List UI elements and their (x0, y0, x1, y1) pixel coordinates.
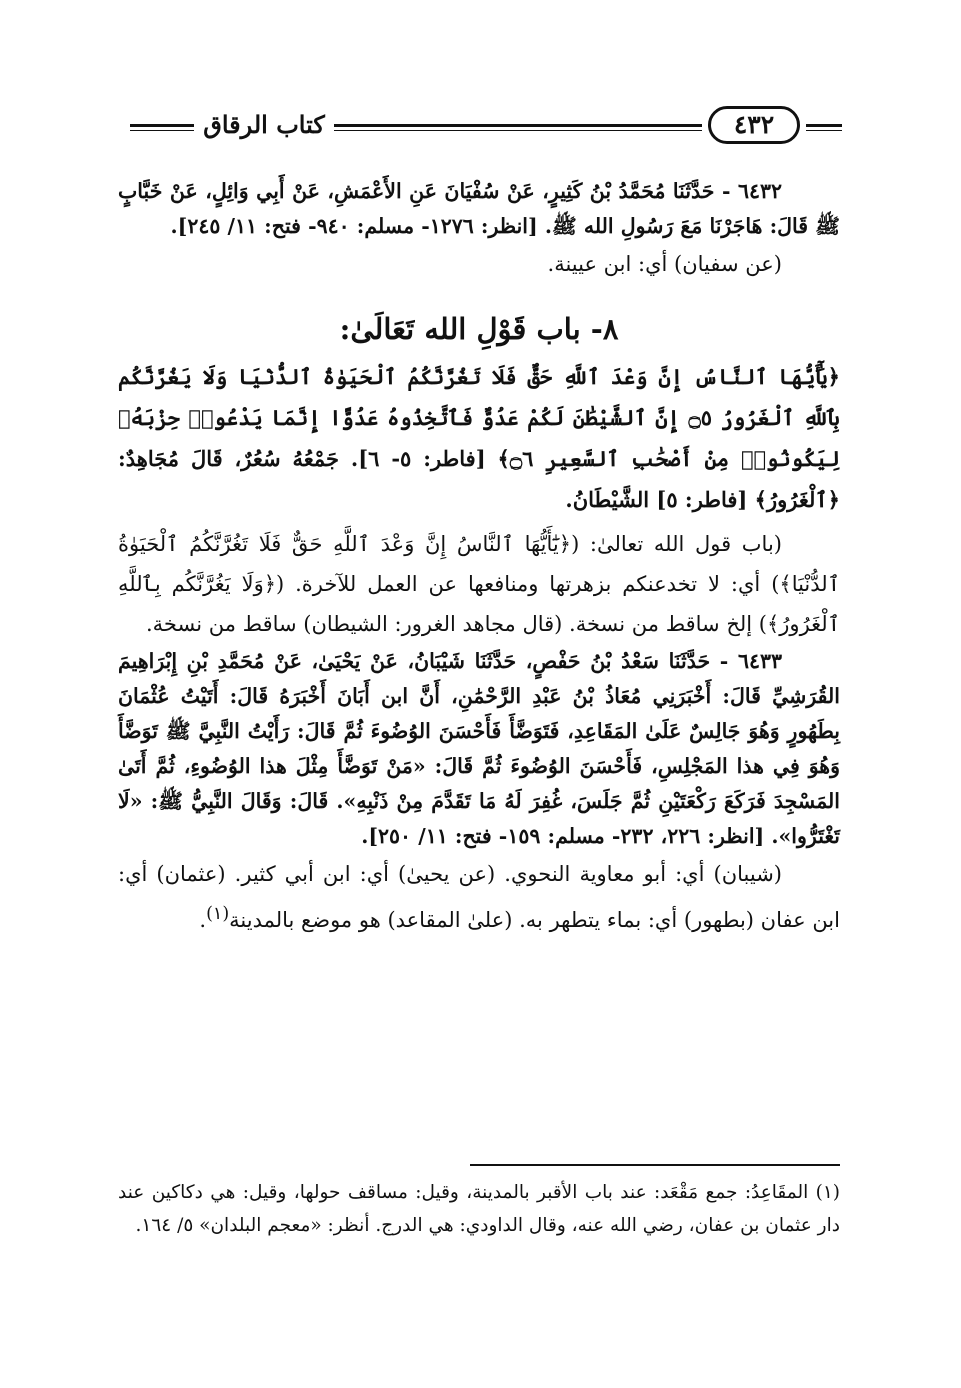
footnote-1: (١) المقَاعِدُ: جمع مَقْعَد: عند باب الأقبر بالمدينة، وقيل: مساقف حولها، وقيل: هي دكاكين عند دار عثمان بن عفان، رضي الله عنه، وقال الداودي: هي الدرج. أنظر: «معجم البلدان» ٥/ ١٦٤. (118, 1182, 840, 1236)
quran-block: ﴿يَٰٓأَيُّهَا ٱلنَّاسُ إِنَّ وَعْدَ ٱللَّهِ حَقٌّ فَلَا تَغُرَّنَّكُمُ ٱلْحَيَوٰةُ ٱلدُّنْيَا وَلَا يَغُرَّنَّكُم بِٱللَّهِ ٱلْغَرُورُ ۝٥ إِنَّ ٱلشَّيْطَٰنَ لَكُمْ عَدُوٌّ فَٱتَّخِذُوهُ عَدُوًّا إِنَّمَا يَدْعُوا۟ حِزْبَهُۥ لِيَكُونُوا۟ مِنْ أَصْحَٰبِ ٱلسَّعِيرِ ۝٦﴾ [فاطر: ٥- ٦]. جَمْعُهُ سُعُرٌ، قَالَ مُجَاهِدٌ: ﴿ٱلْغَرُورُ﴾ [فاطر: ٥] الشَّيْطَانُ. (118, 364, 840, 512)
header-rule-middle (334, 124, 702, 131)
footnote-ref: (١) (206, 904, 230, 924)
book-title: كتاب الرقاق (203, 110, 325, 139)
commentary-sufyan: (عن سفيان) أي: ابن عيينة. (547, 252, 782, 276)
main-text (118, 174, 840, 940)
commentary-bab: (باب قول الله تعالىٰ: (﴿يَٰٓأَيُّهَا ٱلنَّاسُ إِنَّ وَعْدَ ٱللَّهِ حَقٌّ فَلَا تَغُرَّنَّكُمُ ٱلْحَيَوٰةُ ٱلدُّنْيَا﴾) أي: لا تخدعنكم بزهرتها ومنافعها عن العمل للآخرة. (﴿وَلَا يَغُرَّنَّكُم بِٱللَّهِ ٱلْغَرُورُ﴾) إلخ ساقط من نسخة. (قال مجاهد الغرور: الشيطان) ساقط من نسخة. (118, 532, 840, 636)
commentary-shayban-end: . (199, 908, 207, 932)
hadith-6433: ٦٤٣٣ - حَدَّثَنَا سَعْدُ بْنُ حَفْصٍ، حَدَّثَنَا شَيْبَانُ، عَنْ يَحْيَىٰ، عَنْ مُحَمَّدِ بْنِ إِبْرَاهِيمَ القُرَشِيِّ قَالَ: أَخْبَرَنِي مُعَاذُ بْنُ عَبْدِ الرَّحْمَٰنِ، أَنَّ ابن أَبَانَ أَخْبَرَهُ قَالَ: أَتَيْتُ عُثْمَانَ بِطَهُورٍ وَهُوَ جَالِسٌ عَلَىٰ المَقَاعِدِ، فَتَوَضَّأَ فَأَحْسَنَ الوُضُوءَ ثُمَّ قَالَ: رَأَيْتُ النَّبِيَّ ﷺ تَوَضَّأَ وَهُوَ فِي هذا المَجْلِسِ، فَأَحْسَنَ الوُضُوءَ ثُمَّ قَالَ: «مَنْ تَوَضَّأَ مِثْلَ هذا الوُضُوءِ، ثُمَّ أَتَىٰ المَسْجِدَ فَرَكَعَ رَكْعَتَيْنِ ثُمَّ جَلَسَ، غُفِرَ لَهُ مَا تَقَدَّمَ مِنْ ذَنْبِهِ». قَالَ: وَقَالَ النَّبِيُّ ﷺ: «لَا تَغْتَرُّوا». [انظر: ٢٢٦، ٢٣٢- مسلم: ١٥٩- فتح: ١١/ ٢٥٠]. (118, 649, 840, 848)
chapter-title: ٨- باب قَوْلِ الله تَعَالَىٰ: (339, 312, 619, 346)
footnote-rule (470, 1164, 840, 1166)
commentary-shayban (118, 854, 840, 940)
page-number: ٤٣٢ (708, 106, 800, 144)
header-rule-right (806, 124, 842, 131)
footnotes (118, 1176, 840, 1242)
commentary-shayban-text: (شيبان) أي: أبو معاوية النحوي. (عن يحيىٰ) أي: ابن أبي كثير. (عثمان) أي: ابن عفان (بطهور) أي: بماء يتطهر به. (علىٰ المقاعد) هو موضع بالمدينة (118, 862, 840, 932)
hadith-6432: ٦٤٣٢ - حَدَّثَنَا مُحَمَّدُ بْنُ كَثِيرٍ، عَنْ سُفْيَانَ عَنِ الأَعْمَشِ، عَنْ أَبِي وَائِلٍ، عَنْ خَبَّابٍ ﷺ قَالَ: هَاجَرْنَا مَعَ رَسُولِ الله ﷺ. [انظر: ١٢٧٦- مسلم: ٩٤٠- فتح: ١١/ ٢٤٥]. (118, 179, 840, 238)
header-rule-left (130, 124, 194, 131)
running-header (118, 104, 840, 154)
